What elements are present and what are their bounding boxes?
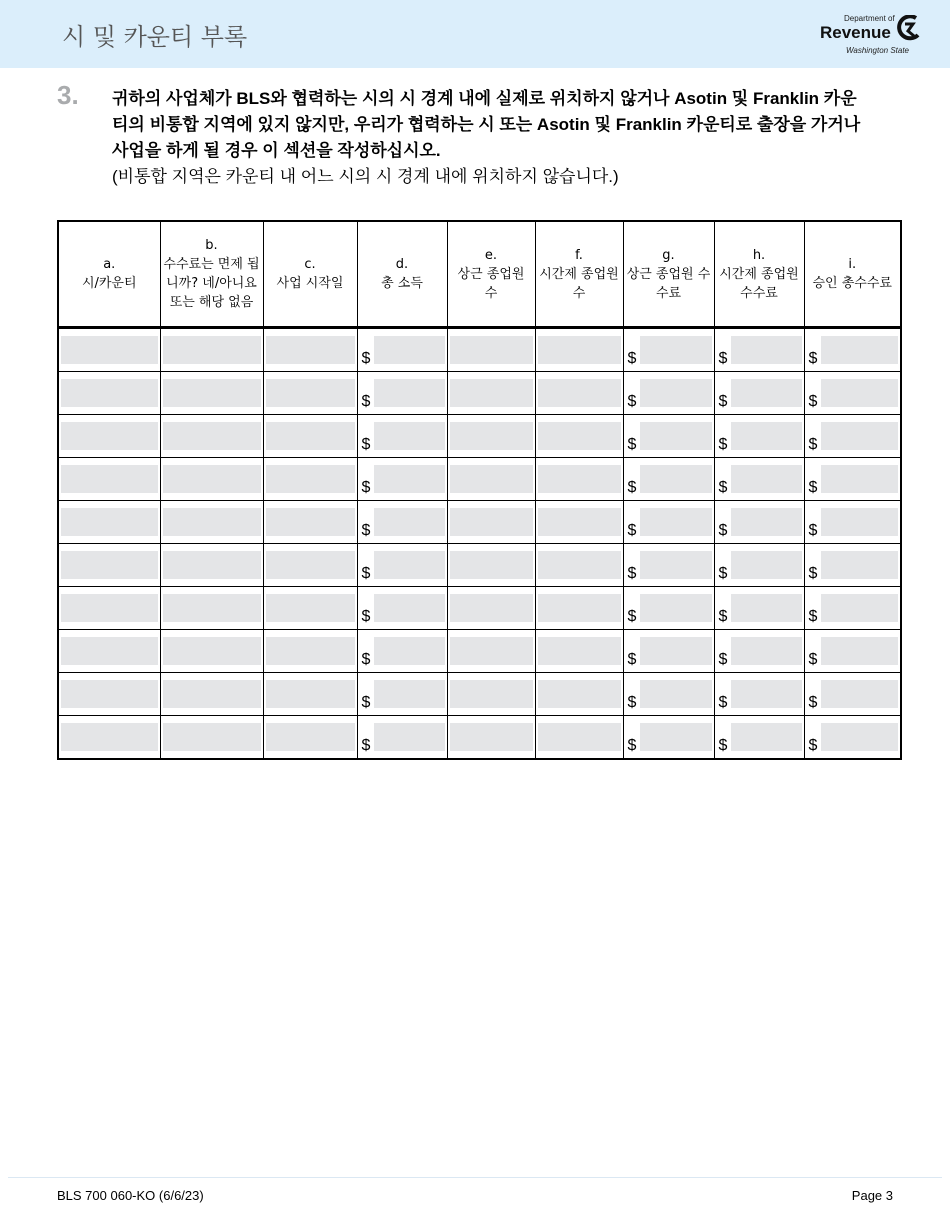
- input-field[interactable]: [821, 336, 899, 364]
- table-cell: [535, 716, 623, 760]
- table-cell: [535, 415, 623, 458]
- currency-symbol: $: [627, 608, 637, 625]
- input-field[interactable]: [640, 379, 712, 407]
- column-letter: i.: [848, 257, 857, 272]
- city-county-table: [57, 220, 902, 760]
- currency-symbol: $: [718, 608, 728, 625]
- currency-symbol: $: [808, 651, 818, 668]
- input-field[interactable]: [61, 680, 158, 708]
- currency-symbol: $: [361, 737, 371, 754]
- input-field[interactable]: [538, 508, 621, 536]
- currency-symbol: $: [808, 350, 818, 367]
- input-field[interactable]: [266, 465, 355, 493]
- input-field[interactable]: [61, 723, 158, 751]
- currency-symbol: $: [361, 350, 371, 367]
- input-field[interactable]: [821, 594, 899, 622]
- currency-symbol: $: [361, 436, 371, 453]
- table-row: [58, 501, 901, 544]
- currency-symbol: $: [808, 479, 818, 496]
- input-field[interactable]: [538, 336, 621, 364]
- input-field[interactable]: [538, 680, 621, 708]
- dor-logo: [818, 14, 930, 58]
- table-cell: [160, 328, 263, 372]
- column-letter: d.: [395, 257, 409, 272]
- column-label: 사업 시작일: [276, 276, 344, 291]
- input-field[interactable]: [821, 422, 899, 450]
- input-field[interactable]: [163, 336, 261, 364]
- currency-symbol: $: [627, 737, 637, 754]
- table-cell: [804, 587, 901, 630]
- table-cell: [714, 501, 804, 544]
- input-field[interactable]: [266, 637, 355, 665]
- column-header: [160, 221, 263, 328]
- table-row: [58, 372, 901, 415]
- table-cell: [447, 587, 535, 630]
- table-cell: [623, 458, 714, 501]
- table-cell: [804, 458, 901, 501]
- instruction-note: (비통합 지역은 카운티 내 어느 시의 시 경계 내에 위치하지 않습니다.): [112, 167, 619, 186]
- currency-symbol: $: [718, 350, 728, 367]
- table-cell: [160, 673, 263, 716]
- input-field[interactable]: [640, 551, 712, 579]
- input-field[interactable]: [374, 594, 445, 622]
- input-field[interactable]: [731, 422, 802, 450]
- column-label: 상근 종업원 수: [457, 266, 525, 301]
- input-field[interactable]: [640, 637, 712, 665]
- input-field[interactable]: [163, 465, 261, 493]
- table-cell: [623, 716, 714, 760]
- input-field[interactable]: [374, 465, 445, 493]
- table-cell: [623, 544, 714, 587]
- input-field[interactable]: [61, 422, 158, 450]
- table-cell: [263, 630, 357, 673]
- column-letter: a.: [103, 257, 116, 272]
- table-row: [58, 587, 901, 630]
- input-field[interactable]: [640, 594, 712, 622]
- table-cell: [58, 415, 160, 458]
- input-field[interactable]: [821, 379, 899, 407]
- table-cell: [357, 630, 447, 673]
- table-cell: [58, 587, 160, 630]
- input-field[interactable]: [450, 723, 533, 751]
- table-cell: [160, 501, 263, 544]
- input-field[interactable]: [640, 336, 712, 364]
- column-letter: c.: [304, 257, 316, 272]
- table-cell: [447, 544, 535, 587]
- table-cell: [804, 716, 901, 760]
- column-header: [804, 221, 901, 328]
- table-cell: [535, 587, 623, 630]
- table-cell: [447, 630, 535, 673]
- input-field[interactable]: [163, 379, 261, 407]
- table-cell: [357, 587, 447, 630]
- table-cell: [535, 630, 623, 673]
- input-field[interactable]: [538, 723, 621, 751]
- table-cell: [623, 673, 714, 716]
- logo-line1: Department of: [844, 14, 895, 23]
- input-field[interactable]: [731, 508, 802, 536]
- column-label: 수수료는 면제 됩니까? 네/아니요 또는 해당 없음: [163, 257, 260, 310]
- currency-symbol: $: [718, 479, 728, 496]
- currency-symbol: $: [808, 393, 818, 410]
- currency-symbol: $: [361, 565, 371, 582]
- table-cell: [447, 716, 535, 760]
- table-cell: [263, 372, 357, 415]
- table-cell: [535, 372, 623, 415]
- input-field[interactable]: [538, 594, 621, 622]
- table-cell: [357, 501, 447, 544]
- table-cell: [160, 458, 263, 501]
- column-label: 승인 총수수료: [812, 276, 892, 291]
- input-field[interactable]: [450, 465, 533, 493]
- input-field[interactable]: [266, 379, 355, 407]
- input-field[interactable]: [821, 637, 899, 665]
- currency-symbol: $: [627, 565, 637, 582]
- currency-symbol: $: [627, 694, 637, 711]
- table-cell: [357, 372, 447, 415]
- input-field[interactable]: [374, 508, 445, 536]
- table-cell: [58, 501, 160, 544]
- input-field[interactable]: [266, 723, 355, 751]
- input-field[interactable]: [640, 723, 712, 751]
- table-cell: [58, 630, 160, 673]
- table-cell: [535, 328, 623, 372]
- input-field[interactable]: [640, 508, 712, 536]
- input-field[interactable]: [538, 637, 621, 665]
- input-field[interactable]: [163, 508, 261, 536]
- input-field[interactable]: [450, 594, 533, 622]
- currency-symbol: $: [718, 436, 728, 453]
- table-cell: [535, 673, 623, 716]
- input-field[interactable]: [61, 379, 158, 407]
- input-field[interactable]: [731, 637, 802, 665]
- input-field[interactable]: [163, 594, 261, 622]
- column-letter: h.: [752, 247, 766, 263]
- input-field[interactable]: [266, 551, 355, 579]
- table-cell: [447, 458, 535, 501]
- input-field[interactable]: [61, 594, 158, 622]
- currency-symbol: $: [627, 479, 637, 496]
- column-header: [447, 221, 535, 328]
- table-row: [58, 544, 901, 587]
- table-cell: [58, 372, 160, 415]
- currency-symbol: $: [718, 393, 728, 410]
- instruction-bold: 귀하의 사업체가 BLS와 협력하는 시의 시 경계 내에 실제로 위치하지 않거나 Asotin 및 Franklin 카운티의 비통합 지역에 있지 않지만, 우리가 협력하는 시 또는 Asotin 및 Franklin 카운티로 출장을 가거나 사업을 하게 될 경우 이 섹션을 작성하십시오.: [112, 89, 861, 160]
- column-label: 시간제 종업원 수수료: [719, 266, 799, 301]
- input-field[interactable]: [61, 465, 158, 493]
- table-cell: [58, 544, 160, 587]
- currency-symbol: $: [718, 651, 728, 668]
- table-cell: [263, 328, 357, 372]
- input-field[interactable]: [374, 379, 445, 407]
- table-cell: [357, 673, 447, 716]
- input-field[interactable]: [731, 336, 802, 364]
- input-field[interactable]: [640, 465, 712, 493]
- input-field[interactable]: [163, 723, 261, 751]
- table-cell: [804, 501, 901, 544]
- table-row: [58, 328, 901, 372]
- input-field[interactable]: [266, 422, 355, 450]
- table-cell: [263, 415, 357, 458]
- input-field[interactable]: [731, 465, 802, 493]
- input-field[interactable]: [61, 508, 158, 536]
- column-label: 시/카운티: [81, 276, 137, 291]
- table-cell: [804, 544, 901, 587]
- table-cell: [263, 716, 357, 760]
- table-cell: [714, 415, 804, 458]
- currency-symbol: $: [627, 651, 637, 668]
- table-cell: [804, 328, 901, 372]
- column-label: 시간제 종업원 수: [539, 266, 619, 301]
- table-cell: [58, 458, 160, 501]
- currency-symbol: $: [808, 737, 818, 754]
- column-label: 총 소득: [381, 276, 423, 291]
- input-field[interactable]: [821, 465, 899, 493]
- input-field[interactable]: [61, 637, 158, 665]
- input-field[interactable]: [538, 551, 621, 579]
- column-letter: e.: [484, 247, 498, 263]
- table-cell: [263, 458, 357, 501]
- logo-line2: Revenue: [820, 23, 891, 42]
- input-field[interactable]: [163, 551, 261, 579]
- table-cell: [58, 328, 160, 372]
- input-field[interactable]: [374, 551, 445, 579]
- table-cell: [447, 501, 535, 544]
- table-cell: [263, 501, 357, 544]
- table-cell: [714, 328, 804, 372]
- page-header: [0, 0, 950, 68]
- currency-symbol: $: [718, 565, 728, 582]
- input-field[interactable]: [163, 422, 261, 450]
- input-field[interactable]: [374, 336, 445, 364]
- input-field[interactable]: [374, 637, 445, 665]
- input-field[interactable]: [266, 336, 355, 364]
- column-header: [357, 221, 447, 328]
- column-header: [623, 221, 714, 328]
- input-field[interactable]: [61, 551, 158, 579]
- input-field[interactable]: [731, 594, 802, 622]
- table-cell: [263, 673, 357, 716]
- table-header-row: [58, 221, 901, 328]
- section-number: 3.: [57, 80, 79, 110]
- table-cell: [623, 630, 714, 673]
- page-number: Page 3: [851, 1188, 893, 1203]
- table-cell: [804, 372, 901, 415]
- table-cell: [357, 544, 447, 587]
- currency-symbol: $: [627, 436, 637, 453]
- table-cell: [714, 372, 804, 415]
- input-field[interactable]: [61, 336, 158, 364]
- input-field[interactable]: [821, 723, 899, 751]
- table-cell: [623, 415, 714, 458]
- currency-symbol: $: [808, 608, 818, 625]
- table-cell: [160, 630, 263, 673]
- input-field[interactable]: [731, 551, 802, 579]
- table-cell: [263, 587, 357, 630]
- section-instructions: [112, 86, 872, 190]
- input-field[interactable]: [163, 637, 261, 665]
- table-row: [58, 673, 901, 716]
- table-cell: [263, 544, 357, 587]
- input-field[interactable]: [450, 680, 533, 708]
- currency-symbol: $: [808, 565, 818, 582]
- table-cell: [535, 501, 623, 544]
- table-cell: [447, 328, 535, 372]
- currency-symbol: $: [361, 479, 371, 496]
- currency-symbol: $: [627, 522, 637, 539]
- table-cell: [357, 415, 447, 458]
- currency-symbol: $: [361, 651, 371, 668]
- table-cell: [160, 544, 263, 587]
- column-header: [535, 221, 623, 328]
- table-cell: [804, 630, 901, 673]
- table-cell: [623, 328, 714, 372]
- currency-symbol: $: [361, 608, 371, 625]
- table-cell: [58, 673, 160, 716]
- table-cell: [623, 587, 714, 630]
- table-row: [58, 716, 901, 760]
- column-letter: g.: [662, 247, 675, 263]
- table-cell: [357, 716, 447, 760]
- input-field[interactable]: [163, 680, 261, 708]
- page-title: 시 및 카운티 부록: [62, 23, 248, 51]
- input-field[interactable]: [538, 379, 621, 407]
- table-cell: [160, 716, 263, 760]
- input-field[interactable]: [450, 551, 533, 579]
- footer-divider: [8, 1177, 942, 1178]
- input-field[interactable]: [821, 680, 899, 708]
- table-cell: [714, 544, 804, 587]
- currency-symbol: $: [718, 522, 728, 539]
- column-letter: f.: [575, 247, 583, 263]
- input-field[interactable]: [450, 336, 533, 364]
- table-cell: [535, 544, 623, 587]
- table-cell: [714, 716, 804, 760]
- logo-line3: Washington State: [846, 46, 910, 55]
- input-field[interactable]: [731, 723, 802, 751]
- input-field[interactable]: [538, 422, 621, 450]
- table-cell: [535, 458, 623, 501]
- table-cell: [623, 372, 714, 415]
- input-field[interactable]: [538, 465, 621, 493]
- input-field[interactable]: [266, 594, 355, 622]
- logo-mark-icon: [896, 15, 922, 41]
- input-field[interactable]: [450, 637, 533, 665]
- table-cell: [804, 673, 901, 716]
- table-cell: [714, 630, 804, 673]
- table-cell: [447, 372, 535, 415]
- currency-symbol: $: [808, 522, 818, 539]
- input-field[interactable]: [731, 379, 802, 407]
- input-field[interactable]: [374, 680, 445, 708]
- table-row: [58, 630, 901, 673]
- currency-symbol: $: [627, 350, 637, 367]
- input-field[interactable]: [640, 680, 712, 708]
- input-field[interactable]: [266, 680, 355, 708]
- table-cell: [357, 458, 447, 501]
- input-field[interactable]: [450, 379, 533, 407]
- table-cell: [160, 372, 263, 415]
- table-cell: [623, 501, 714, 544]
- input-field[interactable]: [374, 422, 445, 450]
- table-cell: [160, 587, 263, 630]
- table-row: [58, 458, 901, 501]
- currency-symbol: $: [627, 393, 637, 410]
- currency-symbol: $: [361, 694, 371, 711]
- input-field[interactable]: [640, 422, 712, 450]
- form-id: BLS 700 060-KO (6/6/23): [57, 1188, 204, 1203]
- table-cell: [714, 587, 804, 630]
- input-field[interactable]: [450, 422, 533, 450]
- table-cell: [160, 415, 263, 458]
- table-cell: [447, 673, 535, 716]
- input-field[interactable]: [266, 508, 355, 536]
- input-field[interactable]: [821, 508, 899, 536]
- column-letter: b.: [205, 238, 218, 253]
- column-label: 상근 종업원 수수료: [626, 266, 711, 301]
- table-cell: [447, 415, 535, 458]
- input-field[interactable]: [450, 508, 533, 536]
- input-field[interactable]: [821, 551, 899, 579]
- input-field[interactable]: [731, 680, 802, 708]
- input-field[interactable]: [374, 723, 445, 751]
- currency-symbol: $: [808, 436, 818, 453]
- table-cell: [714, 673, 804, 716]
- table-row: [58, 415, 901, 458]
- column-header: [714, 221, 804, 328]
- currency-symbol: $: [361, 522, 371, 539]
- currency-symbol: $: [718, 694, 728, 711]
- table-cell: [357, 328, 447, 372]
- table-cell: [714, 458, 804, 501]
- table-cell: [58, 716, 160, 760]
- column-header: [58, 221, 160, 328]
- currency-symbol: $: [718, 737, 728, 754]
- currency-symbol: $: [361, 393, 371, 410]
- table-cell: [804, 415, 901, 458]
- column-header: [263, 221, 357, 328]
- currency-symbol: $: [808, 694, 818, 711]
